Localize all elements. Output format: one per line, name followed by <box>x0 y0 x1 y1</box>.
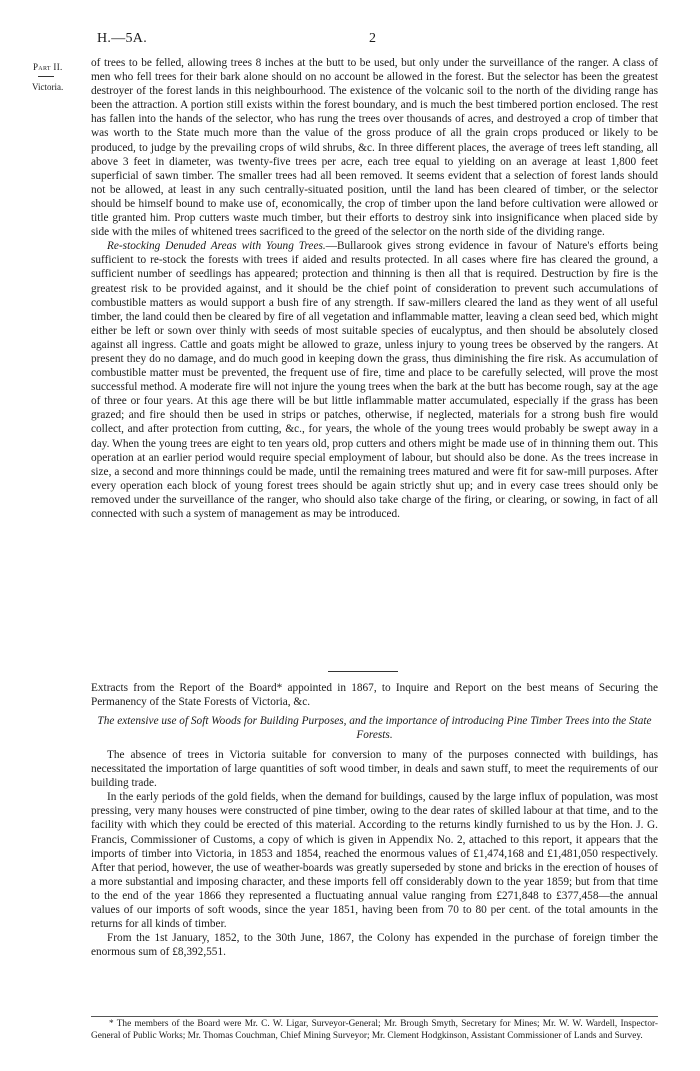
section-heading: Extracts from the Report of the Board* appointed in 1867, to Inquire and Report on the best means of Securing the Permanency of the State Forests of Victoria, &c. <box>91 682 658 709</box>
paragraph-text: —Bullarook gives strong evidence in favour of Nature's efforts being sufficient to re-stock the forests with trees if aided and results protected. In all cases where fire has cleared the ground, a sufficient number of seedlings has appeared; protection and thinning is then all that is required. Destruction by fire is the greatest risk to be provided against, and it should be the chief point of consideration to prevent such accumulations of combustible matters as would support a bush fire of any strength. If saw-millers cleared the land as they went of all useful timber, the land could then be cleared by fire of all vegetation and inflammable matter, leaving a clean seed bed, which might either be left or sown over thinly with seeds of most suitable species of eucalyptus, and then should be absolutely closed against all ingress. Cattle and goats might be allowed to graze, unless injury to young trees be observed by the rangers. At present they do no damage, and do much good in keeping down the grass, thus diminishing the fire risk. As accumulation of combustible matter must be prevented, the frequent use of fire, time and place to be carefully selected, will prove the most successful method. A moderate fire will not injure the young trees when the bark at the butt has become rough, say at the age of three or four years. At this age there will be but little inflammable matter accumulated, especially if the grass has been grazed; and fire should then be used in strips or patches, otherwise, if neglected, materials for a strong bush fire would collect, and after protection from cutting, &c., for years, the whole of the young trees would probably be swept away in a day. When the young trees are eight to ten years old, prop cutters and others might be made use of in thinning them out. This operation at an earlier period would require special employment of labour, but should also be done. As the trees increase in size, a second and more thinnings could be made, until the remaining trees matured and were fit for saw-mill purposes. After every operation each block of young forest trees should be again strictly shut up; and in every case trees should only be removed under the surveillance of the ranger, who should also take charge of the firing, or clearing, or sowing, in fact of all connected with such a system of management as may be introduced. <box>91 240 658 520</box>
section-body <box>91 748 658 959</box>
margin-divider <box>38 76 54 77</box>
footnote-divider <box>91 1016 658 1017</box>
margin-part-label: Part II. <box>33 62 63 72</box>
document-reference: H.—5A. <box>97 31 148 46</box>
section-paragraph: From the 1st January, 1852, to the 30th June, 1867, the Colony has expended in the purchase of foreign timber the enormous sum of £8,392,551. <box>91 932 658 959</box>
body-paragraph <box>91 239 658 521</box>
margin-location-label: Victoria. <box>32 82 64 92</box>
body-text <box>91 56 658 521</box>
footnote: * The members of the Board were Mr. C. W. Ligar, Surveyor-General; Mr. Brough Smyth, Secretary for Mines; Mr. W. W. Wardell, Inspector-General of Public Works; Mr. Thomas Couchman, Chief Mining Surveyor; Mr. Clement Hodgkinson, Assistant Commissioner of Lands and Survey. <box>91 1019 658 1041</box>
body-paragraph: of trees to be felled, allowing trees 8 inches at the butt to be used, but only under the surveillance of the ranger. A class of men who fell trees for their bark alone should on no account be allowed in the forest. But the selector has been the greatest destroyer of the forest lands in this neighbourhood. The existence of the volcanic soil to the north of the dividing range has been the attraction. A portion still exists within the forest boundary, and is much the best timbered portion enclosed. The rest has fallen into the hands of the selector, who has rung the trees over thousands of acres, and destroyed a crop of timber that was worth to the State much more than the value of the gross produce of all the grain crops produced or likely to be produced, to judge by the prevailing crops of wild shrubs, &c. In three different places, the average of trees left standing, all above 3 feet in diameter, was twenty-five trees per acre, each tree equal to yielding on an average at least 1,800 feet superficial of sawn timber. The smaller trees had all been removed. It seems evident that a selection of forest lands should not be allowed, at least in any such centrally-situated position, until the land has been cleared of timber, or the selector should be himself bound to make use of, economically, the crop of timber upon the land before cultivation were allowed or title granted him. Prop cutters waste much timber, but their efforts to destroy sink into insignificance when placed side by side with the miles of whitened trees sacrificed to the greed of the selector on the north side of the dividing range. <box>91 57 658 239</box>
section-paragraph: In the early periods of the gold fields, when the demand for buildings, caused by the large influx of population, was most pressing, very many houses were constructed of pine timber, owing to the dear rates of skilled labour at that time, and to the facility with which they could be erected of this material. According to the returns kindly furnished to us by the Hon. J. G. Francis, Commissioner of Customs, a copy of which is given in Appendix No. 2, attached to this report, it appears that the imports of timber into Victoria, in 1853 and 1854, reached the enormous values of £1,474,168 and £1,481,050 respectively. After that period, however, the use of weather-boards was greatly superseded by stone and bricks in the erection of houses of a more substantial and imposing character, and these imports fell off considerably down to the year 1859; but from that time to the end of the year 1866 they represented a fluctuating annual value ranging from £271,848 to £377,458—the annual values of our imports of soft woods, since the year 1851, having been from 70 to 80 per cent. of the total amounts in the returns for all kinds of timber. <box>91 791 658 931</box>
paragraph-heading: Re-stocking Denuded Areas with Young Trees. <box>107 240 326 253</box>
section-divider <box>328 671 398 672</box>
page-number: 2 <box>369 31 376 46</box>
section-subheading: The extensive use of Soft Woods for Building Purposes, and the importance of introducing Pine Timber Trees into the State Forests. <box>97 715 652 742</box>
section-paragraph: The absence of trees in Victoria suitable for conversion to many of the purposes connected with buildings, has necessitated the importation of large quantities of soft wood timber, in deals and sawn stuff, to meet the requirements of our building trade. <box>91 749 658 790</box>
